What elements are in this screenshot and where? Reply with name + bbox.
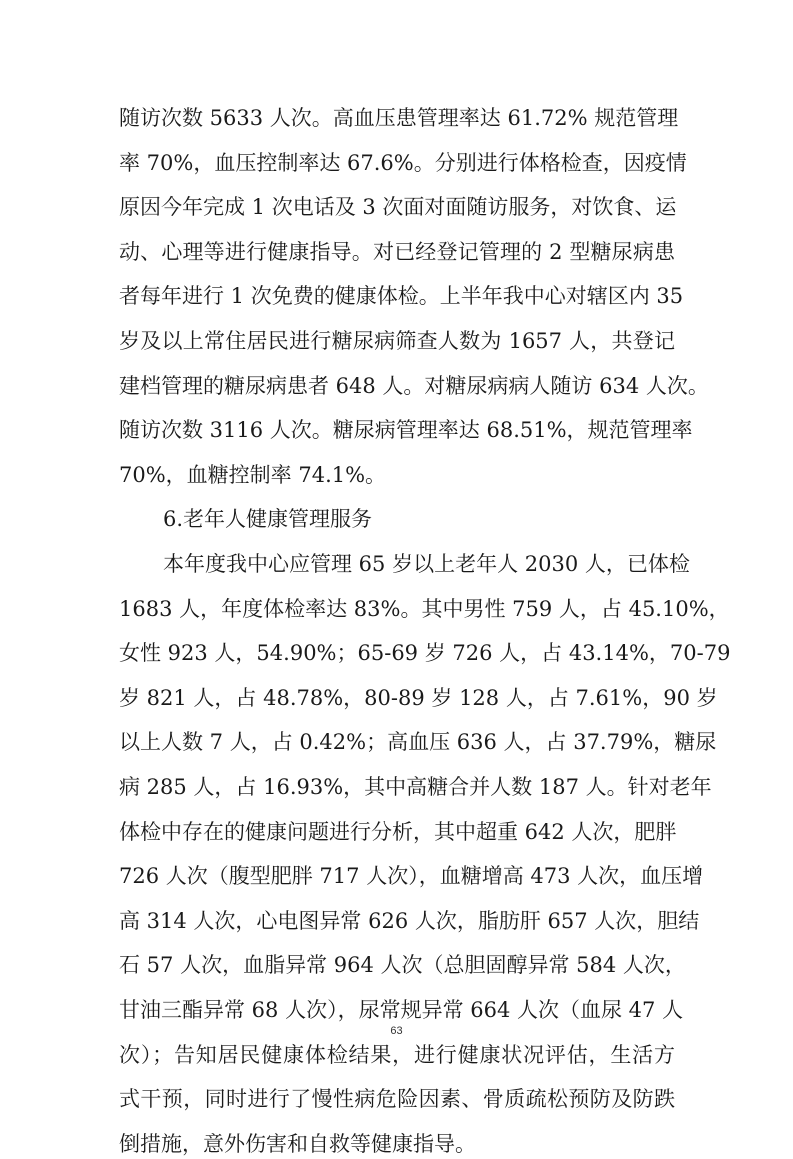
text-line: 次）；告知居民健康体检结果，进行健康状况评估，生活方 xyxy=(119,1042,675,1067)
text-line: 倒措施，意外伤害和自救等健康指导。 xyxy=(119,1131,476,1156)
text-line: 女性 923 人，54.90%；65-69 岁 726 人，占 43.14%，70-79 xyxy=(119,641,731,666)
text-line: 1683 人，年度体检率达 83%。其中男性 759 人，占 45.10%， xyxy=(119,596,730,621)
text-line: 岁 821 人，占 48.78%，80-89 岁 128 人，占 7.61%，90 岁 xyxy=(119,685,718,710)
text-line: 石 57 人次，血脂异常 964 人次（总胆固醇异常 584 人次， xyxy=(119,953,686,978)
text-line: 动、心理等进行健康指导。对已经登记管理的 2 型糖尿病患 xyxy=(119,239,675,264)
text-line: 本年度我中心应管理 65 岁以上老年人 2030 人，已体检 xyxy=(163,552,690,576)
text-line: 建档管理的糖尿病患者 648 人。对糖尿病病人随访 634 人次。 xyxy=(119,373,709,398)
text-line: 式干预，同时进行了慢性病危险因素、骨质疏松预防及防跌 xyxy=(119,1087,675,1112)
text-line: 726 人次（腹型肥胖 717 人次），血糖增高 473 人次，血压增 xyxy=(119,864,704,889)
text-line: 随访次数 3116 人次。糖尿病管理率达 68.51%，规范管理率 xyxy=(119,418,693,443)
text-line: 随访次数 5633 人次。高血压患管理率达 61.72% 规范管理 xyxy=(119,106,679,130)
page-number: 63 xyxy=(390,1025,403,1037)
text-line: 病 285 人，占 16.93%，其中高糖合并人数 187 人。针对老年 xyxy=(119,775,712,799)
text-line: 者每年进行 1 次免费的健康体检。上半年我中心对辖区内 35 xyxy=(119,284,684,309)
text-line: 体检中存在的健康问题进行分析，其中超重 642 人次，肥胖 xyxy=(119,819,677,844)
text-line: 70%，血糖控制率 74.1%。 xyxy=(119,462,387,487)
text-line: 岁及以上常住居民进行糖尿病筛查人数为 1657 人，共登记 xyxy=(119,329,675,353)
section-heading: 6.老年人健康管理服务 xyxy=(163,507,373,532)
text-line: 率 70%，血压控制率达 67.6%。分别进行体格检查，因疫情 xyxy=(119,150,687,175)
text-line: 甘油三酯异常 68 人次），尿常规异常 664 人次（血尿 47 人 xyxy=(119,998,684,1022)
text-line: 高 314 人次，心电图异常 626 人次，脂肪肝 657 人次，胆结 xyxy=(119,908,700,933)
text-line: 以上人数 7 人，占 0.42%；高血压 636 人，占 37.79%，糖尿 xyxy=(119,730,717,755)
text-line: 原因今年完成 1 次电话及 3 次面对面随访服务，对饮食、运 xyxy=(119,195,677,220)
